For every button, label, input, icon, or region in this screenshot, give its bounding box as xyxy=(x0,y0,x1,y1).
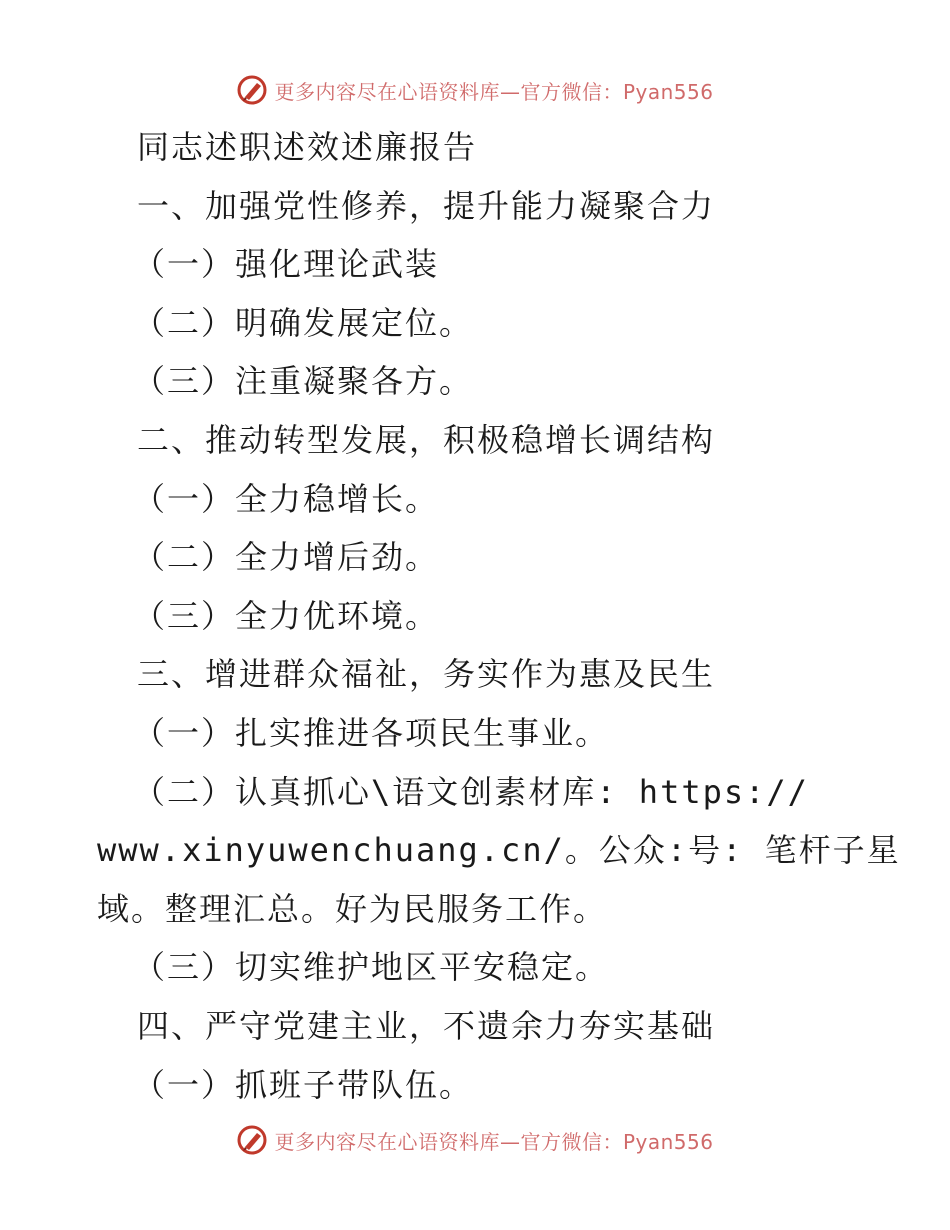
footer-watermark xyxy=(0,1120,950,1160)
subsection-item: （三）全力优环境。 xyxy=(133,596,440,635)
section-heading: 二、推动转型发展，积极稳增长调结构 xyxy=(137,420,716,459)
subsection-item: （一）扎实推进各项民生事业。 xyxy=(133,713,610,752)
subsection-item: （二）全力增后劲。 xyxy=(133,538,440,577)
section-heading: 四、严守党建主业，不遗余力夯实基础 xyxy=(137,1006,716,1045)
pen-logo-icon xyxy=(236,1124,268,1156)
subsection-item: （三）切实维护地区平安稳定。 xyxy=(133,948,610,987)
subsection-item: （二）认真抓心\语文创素材库: https:// xyxy=(133,772,809,811)
subsection-item: （一）强化理论武装 xyxy=(133,245,440,284)
paragraph-continuation: www.xinyuwenchuang.cn/。公众:号: 笔杆子星 xyxy=(97,831,901,870)
header-watermark xyxy=(0,70,950,110)
watermark-text: 更多内容尽在心语资料库—官方微信：Pyan556 xyxy=(274,1129,714,1154)
pen-logo-icon xyxy=(236,74,268,106)
watermark-text: 更多内容尽在心语资料库—官方微信：Pyan556 xyxy=(274,79,714,104)
section-heading: 三、增进群众福祉，务实作为惠及民生 xyxy=(137,655,716,694)
subsection-item: （二）明确发展定位。 xyxy=(133,303,474,342)
section-heading: 一、加强党性修养，提升能力凝聚合力 xyxy=(137,186,716,225)
paragraph-continuation: 域。整理汇总。好为民服务工作。 xyxy=(97,889,608,928)
document-body xyxy=(97,118,901,1114)
subsection-item: （一）全力稳增长。 xyxy=(133,479,440,518)
document-title: 同志述职述效述廉报告 xyxy=(137,128,478,166)
subsection-item: （三）注重凝聚各方。 xyxy=(133,362,474,401)
subsection-item: （一）抓班子带队伍。 xyxy=(133,1065,474,1104)
